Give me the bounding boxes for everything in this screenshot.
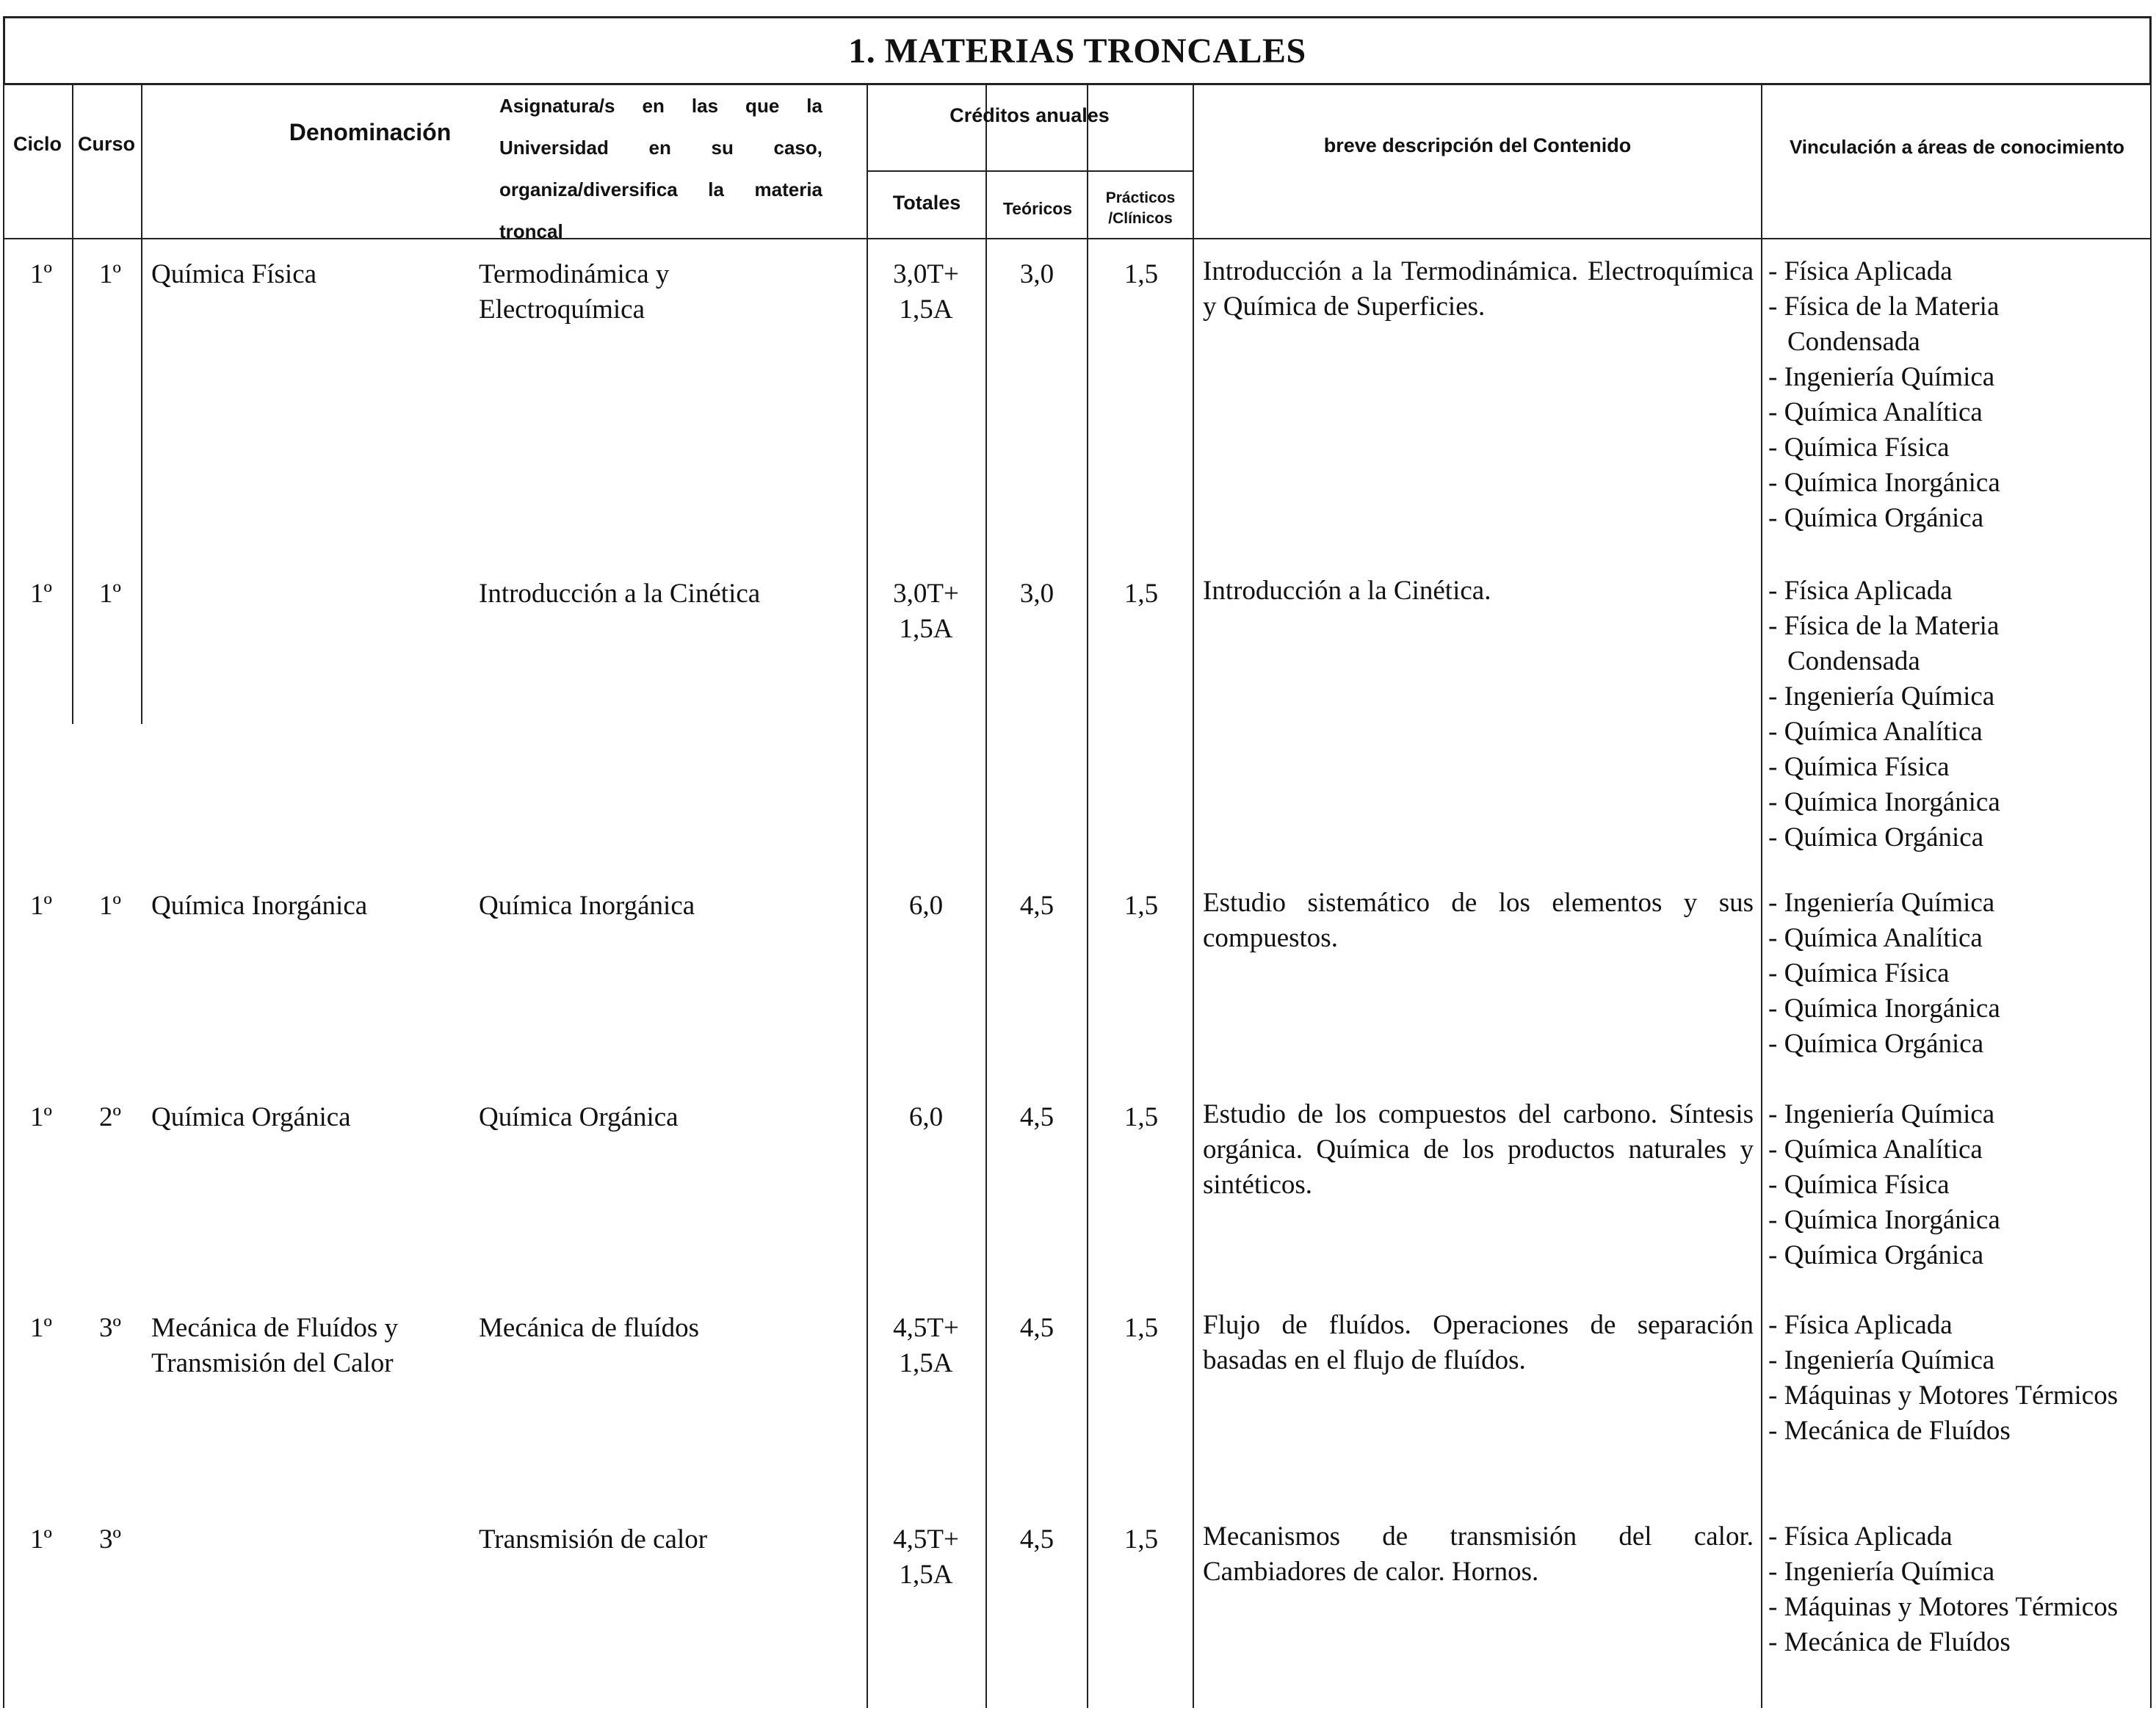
teoricos-cell: 3,0: [1019, 259, 1055, 289]
totales-cell: [868, 889, 984, 924]
totales-line: 1,5A: [899, 1560, 953, 1590]
totales-line: 3,0T+: [893, 259, 959, 289]
asignatura-line: Mecánica de fluídos: [479, 1313, 699, 1343]
practicos-cell: 1,5: [1124, 1313, 1159, 1343]
denominacion-line: Transmisión del Calor: [151, 1348, 394, 1378]
asignatura-line: Termodinámica y: [479, 259, 670, 289]
area-line: - Física Aplicada: [1768, 1521, 1953, 1552]
area-line: - Ingeniería Química: [1768, 888, 1995, 918]
totales-cell: [868, 1311, 984, 1381]
areas-cell: [1768, 886, 2150, 1062]
denominacion-cell: [151, 1100, 474, 1135]
areas-cell: [1768, 1097, 2150, 1273]
area-line: - Ingeniería Química: [1768, 362, 1995, 392]
header-asignaturas: Asignatura/s en las que la Universidad en su caso, organiza/diversifica la materia troncal: [499, 95, 822, 242]
area-line: - Física de la Materia: [1768, 611, 2000, 641]
area-line: - Mecánica de Fluídos: [1768, 1416, 2011, 1446]
areas-cell: [1768, 573, 2150, 855]
header-practicos-line2: /Clínicos: [1108, 210, 1173, 227]
asignatura-cell: [479, 1100, 861, 1135]
denominacion-line: Mecánica de Fluídos y: [151, 1313, 398, 1343]
teoricos-cell: 3,0: [1019, 579, 1055, 609]
asignatura-line: Química Inorgánica: [479, 891, 695, 921]
denominacion-line: Química Física: [151, 259, 317, 289]
area-line: Condensada: [1787, 327, 1920, 357]
area-line: - Química Inorgánica: [1768, 994, 2000, 1024]
ciclo-cell: 1º: [30, 1102, 52, 1132]
denominacion-cell: [151, 1311, 474, 1381]
asignatura-cell: [479, 257, 861, 327]
area-line: - Química Orgánica: [1768, 1240, 1984, 1270]
teoricos-cell: 4,5: [1019, 1313, 1055, 1343]
header-vinculacion: Vinculación a áreas de conocimiento: [1789, 135, 2125, 158]
area-line: - Química Física: [1768, 1170, 1950, 1200]
denominacion-cell: [151, 257, 474, 292]
totales-line: 1,5A: [899, 294, 953, 325]
asignatura-cell: [479, 889, 861, 924]
area-line: - Máquinas y Motores Térmicos: [1768, 1380, 2119, 1411]
ciclo-cell: 1º: [30, 891, 52, 921]
column-divider-practicos: [1193, 85, 1194, 1708]
area-line: - Química Física: [1768, 958, 1950, 988]
header-curso: Curso: [77, 132, 135, 155]
curso-cell: 1º: [99, 259, 121, 289]
descripcion-cell: Flujo de fluídos. Operaciones de separación basadas en el flujo de fluídos.: [1203, 1310, 1754, 1375]
practicos-cell: 1,5: [1124, 1102, 1159, 1132]
totales-line: 4,5T+: [893, 1524, 959, 1555]
teoricos-cell: 4,5: [1019, 1102, 1055, 1132]
practicos-cell: 1,5: [1124, 259, 1159, 289]
curso-cell: 3º: [99, 1524, 121, 1555]
area-line: - Química Orgánica: [1768, 822, 1984, 853]
area-line: - Química Analítica: [1768, 923, 1983, 953]
areas-cell: [1768, 254, 2150, 536]
area-line: - Física Aplicada: [1768, 576, 1953, 606]
table-border-right: [2150, 85, 2152, 1708]
area-line: - Mecánica de Fluídos: [1768, 1627, 2011, 1657]
curso-cell: 2º: [99, 1102, 121, 1132]
ciclo-cell: 1º: [30, 1313, 52, 1343]
area-line: - Química Física: [1768, 752, 1950, 782]
asignatura-cell: [479, 1522, 861, 1557]
section-title-box: [3, 16, 2152, 85]
header-teoricos: Teóricos: [1002, 198, 1073, 218]
totales-line: 6,0: [908, 1102, 944, 1132]
descripcion-cell: Mecanismos de transmisión del calor. Cambiadores de calor. Hornos.: [1203, 1521, 1754, 1587]
area-line: - Ingeniería Química: [1768, 1345, 1995, 1375]
totales-cell: [868, 1100, 984, 1135]
descripcion-cell: Introducción a la Termodinámica. Electroquímica y Química de Superficies.: [1203, 256, 1754, 322]
header-denominacion: Denominación: [289, 118, 452, 145]
area-line: - Química Analítica: [1768, 397, 1983, 427]
totales-cell: [868, 576, 984, 647]
header-practicos: [1091, 188, 1190, 229]
teoricos-cell: 4,5: [1019, 891, 1055, 921]
column-divider-descripcion: [1761, 85, 1762, 1708]
column-divider-curso: [141, 85, 142, 724]
area-line: Condensada: [1787, 646, 1920, 676]
curso-cell: 3º: [99, 1313, 121, 1343]
creditos-subheader-divider: [867, 170, 1194, 172]
area-line: - Química Analítica: [1768, 717, 1983, 747]
totales-line: 6,0: [908, 891, 944, 921]
area-line: - Química Inorgánica: [1768, 1205, 2000, 1235]
area-line: - Física Aplicada: [1768, 1310, 1953, 1340]
ciclo-cell: 1º: [30, 259, 52, 289]
denominacion-cell: [151, 889, 474, 924]
descripcion-cell: Introducción a la Cinética.: [1203, 576, 1491, 606]
area-line: - Ingeniería Química: [1768, 1099, 1995, 1129]
area-line: - Química Inorgánica: [1768, 787, 2000, 817]
header-bottom-rule: [3, 238, 2152, 239]
area-line: - Química Orgánica: [1768, 503, 1984, 533]
totales-line: 3,0T+: [893, 579, 959, 609]
ciclo-cell: 1º: [30, 1524, 52, 1555]
totales-cell: [868, 257, 984, 327]
header-practicos-line1: Prácticos: [1105, 189, 1176, 206]
totales-cell: [868, 1522, 984, 1593]
area-line: - Química Física: [1768, 433, 1950, 463]
asignatura-cell: [479, 576, 861, 612]
practicos-cell: 1,5: [1124, 579, 1159, 609]
teoricos-cell: 4,5: [1019, 1524, 1055, 1555]
curso-cell: 1º: [99, 579, 121, 609]
area-line: - Ingeniería Química: [1768, 1557, 1995, 1587]
header-descripcion: breve descripción del Contenido: [1323, 134, 1632, 156]
asignatura-cell: [479, 1311, 861, 1346]
asignatura-line: Transmisión de calor: [479, 1524, 708, 1555]
totales-line: 1,5A: [899, 1348, 953, 1378]
areas-cell: [1768, 1519, 2150, 1660]
totales-line: 1,5A: [899, 614, 953, 644]
ciclo-cell: 1º: [30, 579, 52, 609]
area-line: - Química Inorgánica: [1768, 468, 2000, 498]
practicos-cell: 1,5: [1124, 1524, 1159, 1555]
column-divider-ciclo: [72, 85, 73, 724]
header-creditos-anuales: Créditos anuales: [949, 104, 1110, 126]
asignatura-line: Introducción a la Cinética: [479, 579, 761, 609]
area-line: - Química Orgánica: [1768, 1029, 1984, 1059]
area-line: - Ingeniería Química: [1768, 681, 1995, 712]
asignatura-line: Química Orgánica: [479, 1102, 679, 1132]
asignatura-line: Electroquímica: [479, 294, 645, 325]
areas-cell: [1768, 1308, 2150, 1449]
practicos-cell: 1,5: [1124, 891, 1159, 921]
area-line: - Física de la Materia: [1768, 292, 2000, 322]
section-title: 1. MATERIAS TRONCALES: [848, 31, 1306, 70]
area-line: - Física Aplicada: [1768, 256, 1953, 286]
denominacion-line: Química Inorgánica: [151, 891, 368, 921]
area-line: - Máquinas y Motores Térmicos: [1768, 1592, 2119, 1622]
curso-cell: 1º: [99, 891, 121, 921]
totales-line: 4,5T+: [893, 1313, 959, 1343]
area-line: - Química Analítica: [1768, 1134, 1983, 1165]
descripcion-cell: Estudio sistemático de los elementos y sus compuestos.: [1203, 888, 1754, 953]
header-ciclo: Ciclo: [12, 132, 62, 155]
descripcion-cell: Estudio de los compuestos del carbono. Síntesis orgánica. Química de los productos naturales y sintéticos.: [1203, 1099, 1754, 1200]
denominacion-line: Química Orgánica: [151, 1102, 351, 1132]
header-totales: Totales: [892, 191, 961, 214]
